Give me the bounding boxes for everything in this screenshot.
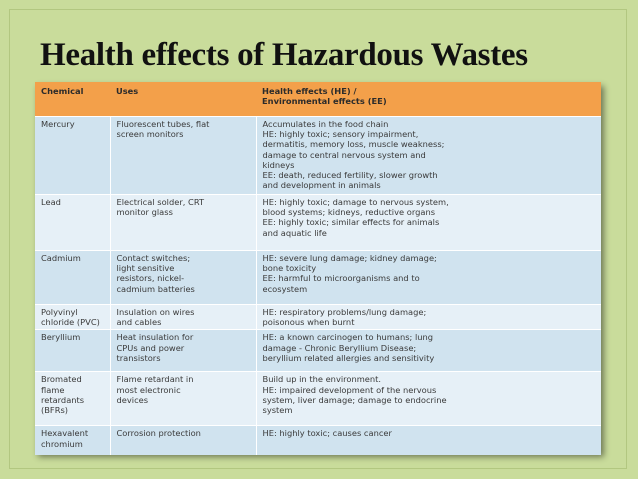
hazard-table-container [35, 82, 601, 453]
uses-text: devices [116, 394, 149, 405]
uses-text: most electronic [116, 384, 181, 395]
effects-text: system [262, 405, 293, 416]
cell-uses [110, 251, 256, 305]
chemical-text: Bromated [41, 374, 82, 385]
effects-text: and aquatic life [262, 227, 327, 238]
chemical-text: chromium [41, 438, 83, 449]
cell-uses [110, 372, 256, 426]
table-body [35, 117, 601, 455]
cell-effects [256, 330, 601, 372]
chemical-text: flame [41, 384, 65, 395]
effects-text: HE: a known carcinogen to humans; lung [262, 332, 434, 343]
effects-text: bone toxicity [262, 263, 317, 274]
uses-text: Insulation on wires [116, 307, 195, 317]
effects-text: HE: highly toxic; causes cancer [262, 428, 392, 439]
uses-text: Contact switches; [116, 253, 191, 263]
uses-text: transistors [116, 352, 161, 363]
cell-effects [256, 195, 601, 251]
uses-text: monitor glass [116, 207, 173, 218]
uses-text: Electrical solder, CRT [116, 197, 205, 207]
chemical-text: retardants [41, 394, 85, 405]
effects-text: HE: highly toxic; sensory impairment, [262, 129, 419, 140]
effects-text: HE: respiratory problems/lung damage; [262, 307, 427, 317]
effects-text: blood systems; kidneys, reductive organs [262, 207, 436, 218]
cell-chemical [35, 330, 110, 372]
cell-chemical [35, 305, 110, 330]
effects-text: damage to central nervous system and [262, 149, 426, 160]
effects-text: EE: harmful to microorganisms and to [262, 273, 420, 284]
cell-chemical [35, 426, 110, 455]
table-row [35, 426, 601, 455]
cell-effects [256, 117, 601, 195]
cell-chemical [35, 251, 110, 305]
effects-text: ecosystem [262, 283, 308, 294]
header-chemical: Chemical [35, 82, 110, 117]
cell-effects [256, 426, 601, 455]
cell-chemical [35, 372, 110, 426]
cell-uses [110, 195, 256, 251]
chemical-text: Beryllium [41, 332, 81, 343]
table-row [35, 330, 601, 372]
effects-text: system, liver damage; damage to endocrine [262, 394, 447, 405]
cell-chemical [35, 117, 110, 195]
hazard-table [35, 82, 601, 455]
uses-text: screen monitors [116, 129, 184, 140]
effects-text: EE: death, reduced fertility, slower growth [262, 170, 438, 181]
table-header-row [35, 82, 601, 117]
uses-text: Flame retardant in [116, 374, 194, 385]
chemical-text: chloride (PVC) [41, 317, 100, 328]
chemical-text: Lead [41, 197, 61, 207]
effects-text: beryllium related allergies and sensitivity [262, 352, 435, 363]
effects-text: HE: severe lung damage; kidney damage; [262, 253, 437, 263]
header-effects-line: Environmental effects (EE) [262, 96, 387, 107]
effects-text: poisonous when burnt [262, 317, 355, 328]
effects-text: kidneys [262, 159, 295, 170]
table-row [35, 305, 601, 330]
slide-title: Health effects of Hazardous Wastes [40, 37, 528, 73]
effects-text: EE: highly toxic; similar effects for animals [262, 217, 440, 228]
header-effects [256, 82, 601, 117]
uses-text: Heat insulation for [116, 332, 194, 343]
header-uses: Uses [110, 82, 256, 117]
table-row [35, 372, 601, 426]
uses-text: Corrosion protection [116, 428, 201, 439]
cell-effects [256, 251, 601, 305]
uses-text: Fluorescent tubes, flat [116, 119, 210, 129]
chemical-text: (BFRs) [41, 405, 69, 416]
uses-text: cadmium batteries [116, 283, 195, 294]
table-row [35, 195, 601, 251]
chemical-text: Mercury [41, 119, 75, 129]
chemical-text: Polyvinyl [41, 307, 78, 317]
cell-uses [110, 330, 256, 372]
effects-text: HE: highly toxic; damage to nervous system, [262, 197, 449, 207]
header-effects-line: Health effects (HE) / [262, 86, 357, 96]
cell-chemical [35, 195, 110, 251]
effects-text: and development in animals [262, 180, 381, 191]
uses-text: light sensitive [116, 263, 175, 274]
effects-text: dermatitis, memory loss, muscle weakness; [262, 139, 445, 150]
effects-text: damage - Chronic Beryllium Disease; [262, 342, 417, 353]
effects-text: HE: impaired development of the nervous [262, 384, 437, 395]
cell-uses [110, 426, 256, 455]
chemical-text: Hexavalent [41, 428, 89, 439]
effects-text: Build up in the environment. [262, 374, 382, 385]
uses-text: and cables [116, 317, 162, 328]
table-row [35, 251, 601, 305]
cell-uses [110, 117, 256, 195]
chemical-text: Cadmium [41, 253, 81, 263]
cell-effects [256, 372, 601, 426]
cell-effects [256, 305, 601, 330]
effects-text: Accumulates in the food chain [262, 119, 389, 129]
cell-uses [110, 305, 256, 330]
uses-text: resistors, nickel- [116, 273, 185, 284]
uses-text: CPUs and power [116, 342, 185, 353]
table-row [35, 117, 601, 195]
